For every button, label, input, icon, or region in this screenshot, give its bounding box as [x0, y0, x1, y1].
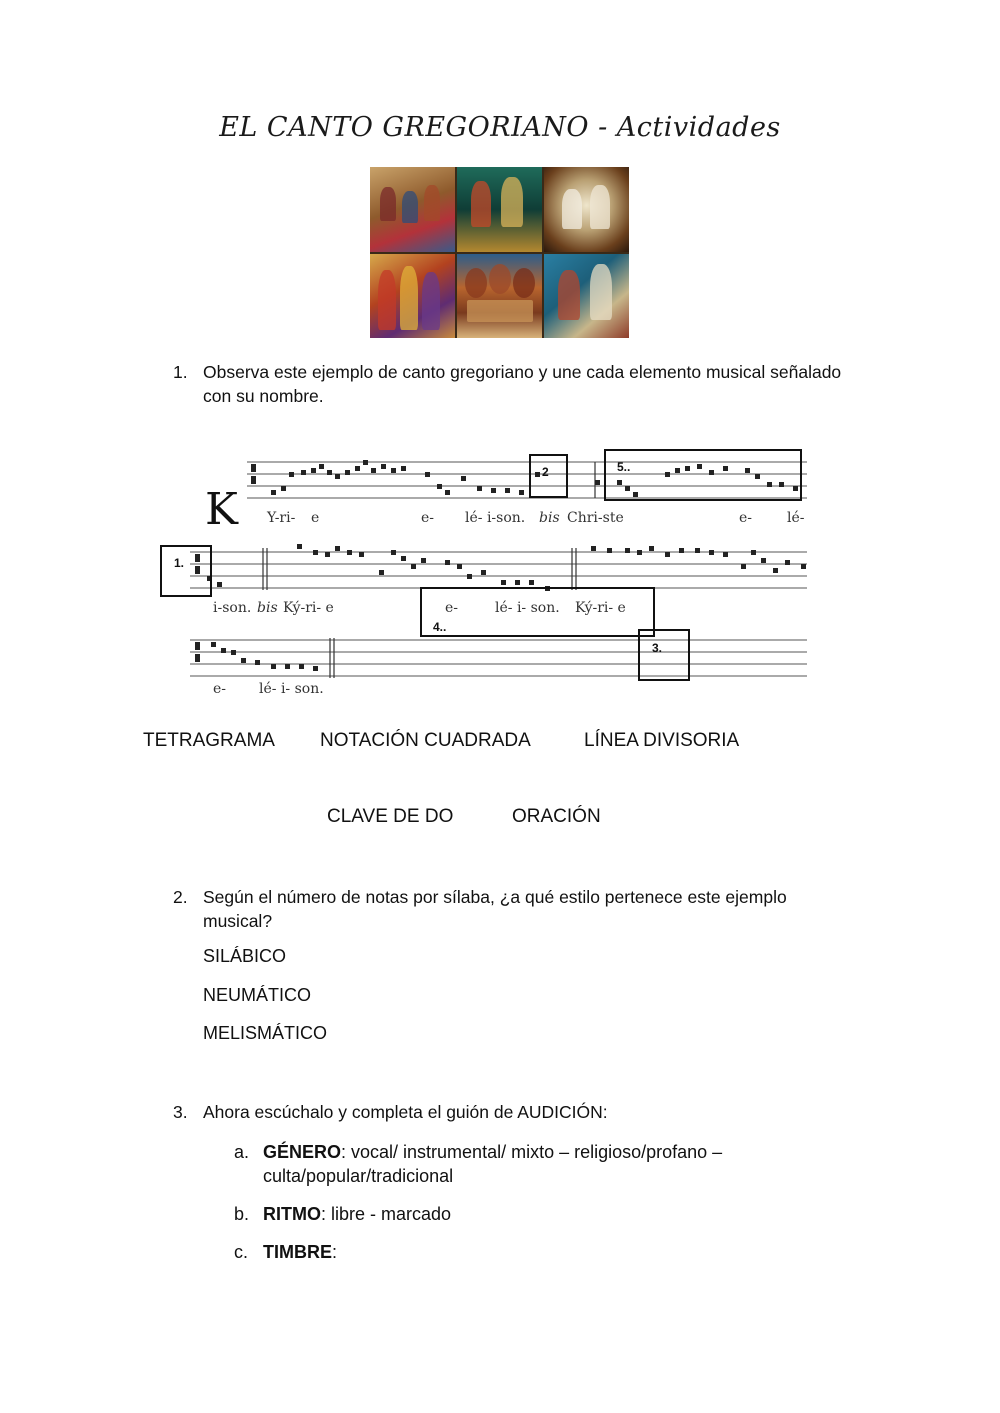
- word-clave-de-do: CLAVE DE DO: [327, 806, 454, 827]
- collage-panel: [544, 167, 629, 252]
- audition-item-genero: [234, 1140, 834, 1190]
- question-number: 1.: [173, 362, 188, 382]
- item-label: RITMO: [263, 1204, 321, 1224]
- marker-3: 3.: [652, 641, 663, 655]
- question-3: [173, 1100, 873, 1126]
- lyric: e-: [739, 510, 753, 526]
- collage-panel: [457, 254, 542, 339]
- marker-2: 2: [542, 465, 549, 479]
- lyric: i-son.: [213, 600, 252, 616]
- lyric: e: [311, 510, 320, 526]
- option-melismatico[interactable]: MELISMÁTICO: [203, 1023, 328, 1043]
- item-letter: c.: [234, 1242, 249, 1262]
- word-notacion-cuadrada: NOTACIÓN CUADRADA: [320, 730, 531, 751]
- audition-item-ritmo: [234, 1202, 834, 1228]
- collage-panel: [457, 167, 542, 252]
- initial-letter: K: [205, 484, 238, 535]
- page-title: EL CANTO GREGORIANO - Actividades: [219, 112, 781, 143]
- item-label: TIMBRE: [263, 1242, 332, 1262]
- item-letter: b.: [234, 1204, 250, 1224]
- lyric: lé-: [787, 510, 805, 526]
- lyric: Y-ri-: [267, 510, 296, 526]
- question-text: Según el número de notas por sílaba, ¿a qué estilo pertenece este ejemplo musical?: [203, 887, 787, 931]
- question-text: Ahora escúchalo y completa el guión de AUDICIÓN:: [203, 1102, 608, 1122]
- lyric: e-: [421, 510, 435, 526]
- option-neumatico[interactable]: NEUMÁTICO: [203, 985, 311, 1005]
- gregorian-score: [155, 440, 815, 700]
- question-number: 3.: [173, 1102, 188, 1122]
- question-1: [173, 360, 873, 410]
- item-label: GÉNERO: [263, 1142, 342, 1162]
- lyric: lé- i- son.: [259, 681, 324, 697]
- item-text: : vocal/ instrumental/ mixto – religioso/profano – culta/popular/tradicional: [263, 1142, 723, 1186]
- marker-1: 1.: [174, 556, 185, 570]
- lyric: e-: [445, 600, 459, 616]
- word-linea-divisoria: LÍNEA DIVISORIA: [584, 730, 740, 751]
- audition-item-timbre: [234, 1240, 834, 1266]
- collage-panel: [370, 167, 455, 252]
- lyric: lé- i- son.: [495, 600, 560, 616]
- marker-4: 4..: [433, 620, 447, 634]
- collage-panel: [370, 254, 455, 339]
- marker-5: 5..: [617, 460, 631, 474]
- question-number: 2.: [173, 887, 188, 907]
- item-letter: a.: [234, 1142, 250, 1162]
- word-oracion: ORACIÓN: [512, 806, 601, 827]
- medieval-musicians-collage: [370, 167, 629, 338]
- lyric: Ký-ri- e: [575, 600, 626, 616]
- lyric: lé- i-son.: [465, 510, 526, 526]
- item-text: :: [332, 1242, 338, 1262]
- lyric: bis: [257, 600, 278, 616]
- question-2: [173, 885, 873, 935]
- item-text: : libre - marcado: [321, 1204, 452, 1224]
- word-tetragrama: TETRAGRAMA: [143, 730, 275, 751]
- lyric: Ký-ri- e: [283, 600, 334, 616]
- option-silabico[interactable]: SILÁBICO: [203, 946, 287, 966]
- lyric: Chri-ste: [567, 510, 624, 526]
- collage-panel: [544, 254, 629, 339]
- question-text: Observa este ejemplo de canto gregoriano y une cada elemento musical señalado con su nombre.: [203, 362, 842, 406]
- lyric: bis: [539, 510, 560, 526]
- lyric: e-: [213, 681, 227, 697]
